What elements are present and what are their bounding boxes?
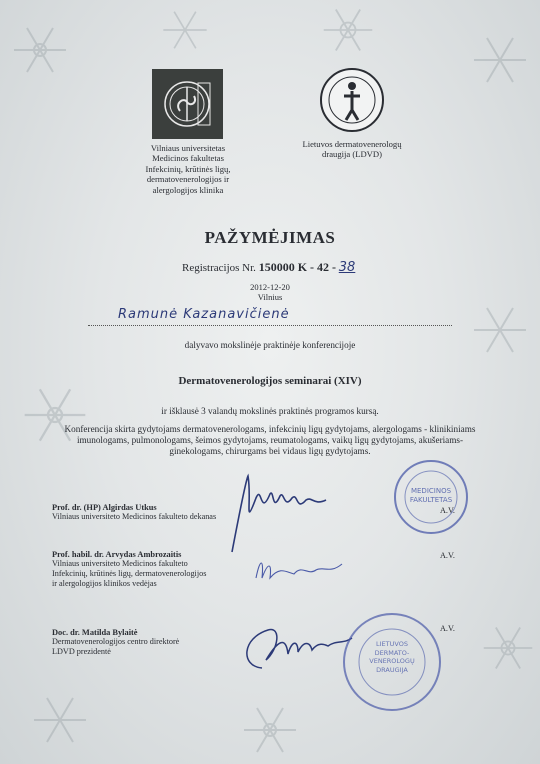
signatory-role: ir alergologijos klinikos vedėjas [52,579,157,588]
registration-value: 150000 K - 42 - [258,260,337,274]
description-line: ginekologams, chirurgams bei vidaus ligų gydytojams. [169,446,371,456]
registration-number [182,260,355,275]
signatory-role: Vilniaus universiteto Medicinos fakulteto [52,559,188,568]
vilnius-university-logo [152,69,223,139]
ldvd-stamp-text [356,640,428,674]
caption-line: Vilniaus universitetas [150,143,226,153]
snowflake-icon [10,20,70,80]
description [40,424,500,457]
left-logo-caption [120,143,256,195]
stamp-line: VENEROLOGŲ [369,657,415,665]
description-line: Konferencija skirta gydytojams dermatovenerologams, infekcinių ligų gydytojams, alergologams - klinikiniams [64,424,476,434]
caption-line: alergologijos klinika [152,184,224,195]
snowflake-icon [240,700,300,760]
recipient-name: Ramunė Kazanavičienė [118,307,290,322]
signatory-name: Doc. dr. Matilda Bylaitė [52,628,138,637]
stamp-line: MEDICINOS [410,487,452,495]
caption-line: Lietuvos dermatovenerologų [302,139,402,149]
signatory-3 [52,628,179,657]
stamp-line: DRAUGIJA [376,665,408,674]
seal-place-label: A.V. [440,506,455,515]
stamp-line: LIETUVOS [376,640,408,648]
signatory-role: Dermatovenerologijos centro direktorė [52,637,180,646]
stamp-line: FAKULTETAS [409,496,453,504]
description-line: imunologams, pulmonologams, šeimos gydytojams, reumatologams, vaikų ligų gydytojams, akušeriams- [76,435,464,445]
ldvd-logo [318,66,386,134]
snowflake-icon [30,690,90,750]
date-place [0,282,540,302]
signatory-role: Vilniaus universiteto Medicinos fakulteto dekanas [52,512,217,521]
snowflake-icon [470,30,530,90]
completion-text: ir išklausė 3 valandų mokslinės praktinės programos kursą. [161,406,379,416]
signatory-name: Prof. habil. dr. Arvydas Ambrozaitis [52,550,182,559]
caption-line: dermatovenerologijos ir [146,174,230,185]
signatory-2 [52,550,206,589]
faculty-stamp-text [398,487,464,505]
seal-place-label: A.V. [440,624,455,633]
snowflake-icon [160,5,210,55]
snowflake-icon [480,620,536,676]
signatory-1 [52,503,216,522]
issue-date: 2012-12-20 [250,282,290,292]
participation-text: dalyvavo mokslinėje praktinėje konferencijoje [184,340,356,350]
signature-1 [222,470,352,565]
event-title: Dermatovenerologijos seminarai (XIV) [178,375,362,387]
certificate-title: PAŽYMĖJIMAS [204,228,336,247]
caption-line: Infekcinių, krūtinės ligų, [145,163,231,174]
issue-place: Vilnius [257,292,283,302]
seal-place-label: A.V. [440,551,455,560]
caption-line: Medicinos fakultetas [152,153,224,164]
signatory-role: LDVD prezidentė [52,647,111,656]
snowflake-icon [470,300,530,360]
registration-label: Registracijos Nr. [182,262,256,274]
recipient-line [88,325,452,326]
caption-line: draugija (LDVD) [322,149,382,160]
registration-handwritten-suffix: 38 [338,260,356,275]
signatory-name: Prof. dr. (HP) Algirdas Utkus [52,503,157,512]
signatory-role: Infekcinių, krūtinės ligų, dermatovenerologijos [52,569,207,578]
snowflake-icon [320,2,376,58]
signature-2 [250,552,350,593]
stamp-line: DERMATO- [374,648,410,657]
right-logo-caption [290,139,414,160]
